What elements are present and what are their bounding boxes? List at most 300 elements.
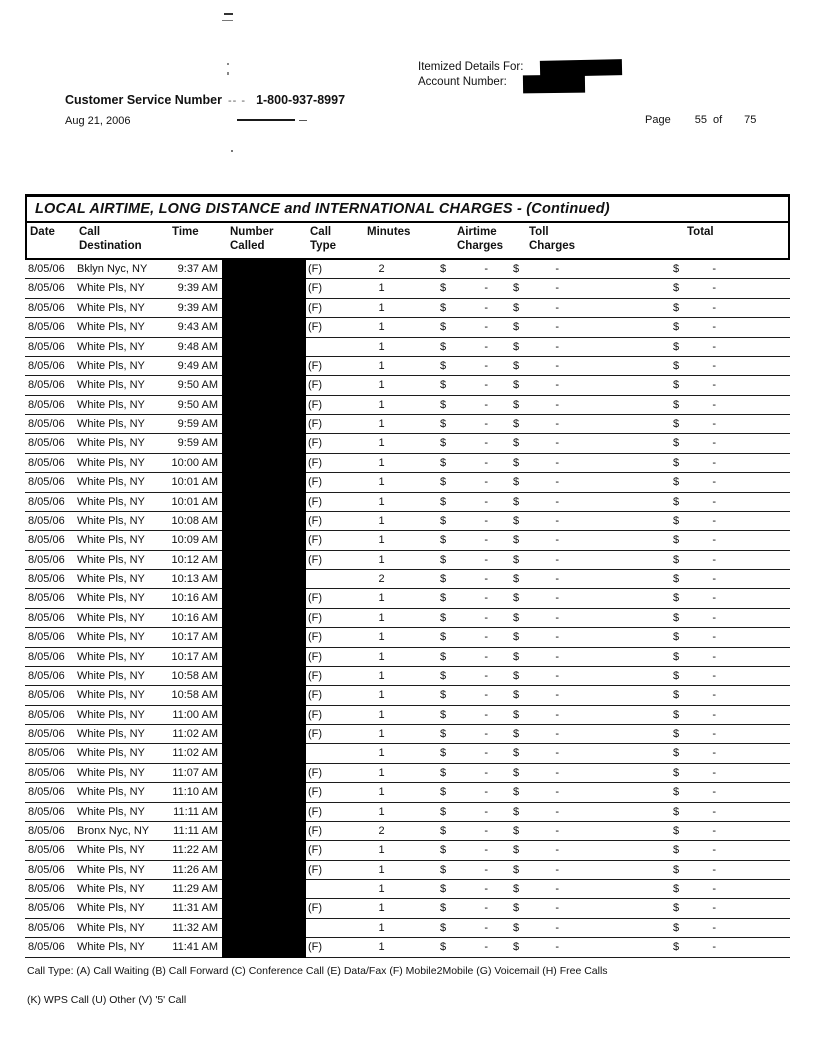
table-row: [25, 919, 790, 938]
cell-airtime-charges: [425, 822, 500, 841]
cell-spacer: [590, 706, 658, 725]
currency-symbol: $: [513, 553, 520, 566]
currency-symbol: $: [513, 418, 520, 430]
currency-symbol: $: [673, 592, 680, 605]
cell-airtime-charges: [425, 899, 500, 918]
currency-symbol: $: [513, 941, 520, 954]
cell-time: 10:08 AM: [171, 514, 218, 527]
currency-symbol: $: [440, 844, 447, 857]
cell-call-type: (F): [308, 941, 323, 954]
currency-symbol: $: [513, 747, 520, 760]
currency-symbol: $: [673, 282, 680, 295]
amount-value: -: [712, 398, 716, 411]
amount-value: -: [555, 534, 559, 547]
cell-toll-charges: [500, 415, 590, 434]
col-header-call-type: Call Type: [310, 226, 336, 252]
amount-value: -: [555, 282, 559, 295]
cell-time: 10:00 AM: [171, 456, 218, 469]
cell-minutes: 1: [378, 534, 385, 547]
cell-total: [658, 338, 730, 357]
cell-spacer: [590, 551, 658, 570]
currency-symbol: $: [673, 921, 680, 934]
cell-total: [658, 899, 730, 918]
currency-symbol: $: [440, 786, 447, 799]
cell-call-type: (F): [308, 456, 323, 469]
amount-value: -: [555, 553, 559, 566]
cell-spacer: [590, 260, 658, 279]
cell-call-type: (F): [308, 631, 323, 644]
cell-destination: White Pls, NY: [77, 282, 145, 295]
cell-date: 8/05/06: [28, 514, 65, 527]
cell-minutes: 1: [378, 282, 385, 295]
cell-time: 9:49 AM: [177, 359, 218, 372]
amount-value: -: [484, 921, 488, 934]
amount-value: -: [712, 689, 716, 702]
cell-spacer: [590, 725, 658, 744]
amount-value: -: [555, 941, 559, 954]
cell-airtime-charges: [425, 744, 500, 763]
cell-minutes: 1: [378, 921, 385, 934]
page-of-label: of: [712, 114, 723, 126]
cell-total: [658, 648, 730, 667]
currency-symbol: $: [513, 534, 520, 547]
customer-service-number: 1-800-937-8997: [256, 93, 346, 107]
currency-symbol: $: [440, 902, 447, 915]
cell-toll-charges: [500, 803, 590, 822]
currency-symbol: $: [673, 379, 680, 392]
cell-time: 10:58 AM: [171, 669, 218, 682]
cell-airtime-charges: [425, 376, 500, 395]
cell-spacer: [590, 434, 658, 453]
table-row: [25, 260, 790, 279]
currency-symbol: $: [513, 669, 520, 682]
amount-value: -: [484, 863, 488, 876]
currency-symbol: $: [440, 495, 447, 508]
cell-date: 8/05/06: [28, 282, 65, 295]
cell-date: 8/05/06: [28, 766, 65, 779]
cell-date: 8/05/06: [28, 669, 65, 682]
currency-symbol: $: [440, 728, 447, 740]
page-number: [645, 114, 756, 126]
cell-date: 8/05/06: [28, 747, 65, 760]
table-row: [25, 725, 790, 744]
cell-total: [658, 396, 730, 415]
table-row: [25, 609, 790, 628]
cell-airtime-charges: [425, 260, 500, 279]
cell-toll-charges: [500, 279, 590, 298]
cell-call-type: (F): [308, 708, 323, 721]
amount-value: -: [712, 941, 716, 954]
amount-value: -: [712, 747, 716, 760]
cell-airtime-charges: [425, 493, 500, 512]
amount-value: -: [555, 398, 559, 411]
cell-destination: White Pls, NY: [77, 902, 145, 915]
currency-symbol: $: [673, 534, 680, 547]
cell-time: 11:22 AM: [172, 844, 218, 857]
cell-airtime-charges: [425, 803, 500, 822]
amount-value: -: [712, 456, 716, 469]
cell-spacer: [590, 512, 658, 531]
cell-time: 10:16 AM: [171, 592, 218, 605]
cell-toll-charges: [500, 861, 590, 880]
amount-value: -: [712, 631, 716, 644]
cell-destination: Bronx Nyc, NY: [77, 824, 150, 837]
cell-total: [658, 919, 730, 938]
amount-value: -: [555, 883, 559, 895]
cell-airtime-charges: [425, 434, 500, 453]
cell-date: 8/05/06: [28, 902, 65, 915]
currency-symbol: $: [673, 883, 680, 895]
currency-symbol: $: [513, 728, 520, 740]
currency-symbol: $: [440, 766, 447, 779]
amount-value: -: [712, 534, 716, 547]
amount-value: -: [555, 805, 559, 818]
cell-total: [658, 783, 730, 802]
cell-total: [658, 880, 730, 899]
cell-minutes: 1: [378, 418, 385, 430]
amount-value: -: [484, 321, 488, 334]
cell-minutes: 1: [378, 398, 385, 411]
amount-value: -: [484, 495, 488, 508]
currency-symbol: $: [513, 611, 520, 624]
cell-time: 9:59 AM: [177, 437, 218, 450]
cell-airtime-charges: [425, 764, 500, 783]
amount-value: -: [555, 669, 559, 682]
table-body: [25, 260, 790, 958]
table-row: [25, 648, 790, 667]
col-header-toll-charges: Toll Charges: [529, 226, 576, 252]
currency-symbol: $: [513, 456, 520, 469]
cell-call-type: (F): [308, 263, 323, 275]
cell-spacer: [590, 396, 658, 415]
amount-value: -: [484, 534, 488, 547]
cell-toll-charges: [500, 318, 590, 337]
cell-time: 11:31 AM: [172, 902, 218, 915]
amount-value: -: [712, 437, 716, 450]
currency-symbol: $: [513, 476, 520, 489]
table-row: [25, 861, 790, 880]
cell-call-type: (F): [308, 359, 323, 372]
cell-call-type: (F): [308, 824, 323, 837]
amount-value: -: [555, 592, 559, 605]
cell-date: 8/05/06: [28, 611, 65, 624]
cell-minutes: 1: [378, 689, 385, 702]
cell-call-type: (F): [308, 514, 323, 527]
cell-minutes: 1: [378, 728, 385, 740]
amount-value: -: [484, 514, 488, 527]
cell-airtime-charges: [425, 919, 500, 938]
cell-spacer: [590, 493, 658, 512]
currency-symbol: $: [513, 883, 520, 895]
customer-service-label: Customer Service Number: [65, 93, 223, 107]
currency-symbol: $: [513, 921, 520, 934]
currency-symbol: $: [513, 824, 520, 837]
col-header-total: Total: [687, 226, 714, 238]
cell-call-type: (F): [308, 786, 323, 799]
cell-airtime-charges: [425, 338, 500, 357]
table-row: [25, 667, 790, 686]
currency-symbol: $: [513, 805, 520, 818]
cell-date: 8/05/06: [28, 418, 65, 430]
cell-call-type: (F): [308, 844, 323, 857]
amount-value: -: [712, 282, 716, 295]
amount-value: -: [484, 747, 488, 760]
currency-symbol: $: [440, 437, 447, 450]
cell-destination: White Pls, NY: [77, 631, 145, 644]
scan-artifact: [227, 63, 229, 65]
cell-airtime-charges: [425, 570, 500, 589]
col-header-time: Time: [172, 226, 199, 238]
table-row: [25, 686, 790, 705]
cell-call-type: (F): [308, 495, 323, 508]
currency-symbol: $: [673, 902, 680, 915]
amount-value: -: [484, 379, 488, 392]
cell-toll-charges: [500, 706, 590, 725]
cell-destination: White Pls, NY: [77, 418, 145, 430]
cell-toll-charges: [500, 434, 590, 453]
currency-symbol: $: [440, 611, 447, 624]
amount-value: -: [484, 844, 488, 857]
amount-value: -: [555, 824, 559, 837]
cell-spacer: [590, 667, 658, 686]
currency-symbol: $: [440, 863, 447, 876]
currency-symbol: $: [440, 359, 447, 372]
page-total: 75: [744, 114, 757, 126]
cell-toll-charges: [500, 841, 590, 860]
amount-value: -: [484, 786, 488, 799]
cell-destination: White Pls, NY: [77, 359, 145, 372]
currency-symbol: $: [673, 437, 680, 450]
table-row: [25, 415, 790, 434]
currency-symbol: $: [440, 669, 447, 682]
cell-airtime-charges: [425, 667, 500, 686]
cell-destination: White Pls, NY: [77, 534, 145, 547]
amount-value: -: [484, 476, 488, 489]
cell-spacer: [590, 764, 658, 783]
cell-destination: White Pls, NY: [77, 553, 145, 566]
cell-toll-charges: [500, 338, 590, 357]
cell-airtime-charges: [425, 454, 500, 473]
cell-date: 8/05/06: [28, 883, 65, 895]
cell-total: [658, 841, 730, 860]
col-header-destination: Call Destination: [79, 226, 142, 252]
cell-spacer: [590, 318, 658, 337]
cell-destination: Bklyn Nyc, NY: [77, 263, 148, 275]
cell-toll-charges: [500, 919, 590, 938]
cell-minutes: 1: [378, 747, 385, 760]
table-row: [25, 841, 790, 860]
amount-value: -: [712, 786, 716, 799]
cell-total: [658, 570, 730, 589]
cell-total: [658, 299, 730, 318]
cell-time: 11:02 AM: [172, 747, 218, 760]
cell-destination: White Pls, NY: [77, 611, 145, 624]
currency-symbol: $: [513, 708, 520, 721]
cell-toll-charges: [500, 531, 590, 550]
table-row: [25, 299, 790, 318]
cell-call-type: (F): [308, 611, 323, 624]
amount-value: -: [484, 824, 488, 837]
col-header-spacer: [592, 223, 660, 258]
cell-airtime-charges: [425, 589, 500, 608]
amount-value: -: [555, 456, 559, 469]
currency-symbol: $: [513, 689, 520, 702]
cell-time: 11:02 AM: [172, 728, 218, 740]
currency-symbol: $: [440, 398, 447, 411]
currency-symbol: $: [673, 359, 680, 372]
scan-dash-line: [299, 120, 307, 121]
currency-symbol: $: [440, 747, 447, 760]
currency-symbol: $: [440, 805, 447, 818]
cell-call-type: (F): [308, 534, 323, 547]
cell-minutes: 1: [378, 863, 385, 876]
col-header-airtime-charges: Airtime Charges: [457, 226, 504, 252]
cell-minutes: 1: [378, 631, 385, 644]
cell-time: 10:13 AM: [171, 573, 218, 585]
cell-minutes: 1: [378, 611, 385, 624]
cell-call-type: (F): [308, 902, 323, 915]
amount-value: -: [484, 669, 488, 682]
table-row: [25, 589, 790, 608]
table-column-headers: [27, 223, 788, 258]
currency-symbol: $: [440, 263, 447, 275]
cell-spacer: [590, 686, 658, 705]
amount-value: -: [712, 902, 716, 915]
cell-airtime-charges: [425, 609, 500, 628]
cell-time: 9:39 AM: [177, 282, 218, 295]
amount-value: -: [712, 805, 716, 818]
table-row: [25, 706, 790, 725]
cell-call-type: (F): [308, 398, 323, 411]
currency-symbol: $: [440, 476, 447, 489]
cell-date: 8/05/06: [28, 534, 65, 547]
amount-value: -: [555, 379, 559, 392]
cell-airtime-charges: [425, 628, 500, 647]
cell-time: 11:41 AM: [172, 941, 218, 954]
currency-symbol: $: [673, 766, 680, 779]
amount-value: -: [484, 708, 488, 721]
cell-call-type: (F): [308, 321, 323, 334]
currency-symbol: $: [513, 379, 520, 392]
col-header-minutes: Minutes: [367, 226, 411, 238]
amount-value: -: [484, 631, 488, 644]
cell-total: [658, 454, 730, 473]
cell-destination: White Pls, NY: [77, 941, 145, 954]
amount-value: -: [555, 766, 559, 779]
cell-destination: White Pls, NY: [77, 747, 145, 760]
amount-value: -: [555, 921, 559, 934]
cell-destination: White Pls, NY: [77, 669, 145, 682]
scan-artifact: [222, 20, 233, 21]
amount-value: -: [484, 883, 488, 895]
currency-symbol: $: [673, 708, 680, 721]
amount-value: -: [555, 786, 559, 799]
amount-value: -: [712, 708, 716, 721]
scan-artifact: [227, 72, 229, 75]
cell-minutes: 1: [378, 592, 385, 605]
amount-value: -: [484, 340, 488, 353]
currency-symbol: $: [513, 514, 520, 527]
amount-value: -: [484, 418, 488, 430]
table-row: [25, 803, 790, 822]
amount-value: -: [712, 921, 716, 934]
cell-time: 11:26 AM: [172, 863, 218, 876]
cell-destination: White Pls, NY: [77, 456, 145, 469]
currency-symbol: $: [673, 747, 680, 760]
cell-spacer: [590, 899, 658, 918]
cell-airtime-charges: [425, 357, 500, 376]
cell-total: [658, 551, 730, 570]
cell-date: 8/05/06: [28, 398, 65, 411]
cell-total: [658, 589, 730, 608]
cell-toll-charges: [500, 686, 590, 705]
currency-symbol: $: [440, 650, 447, 663]
cell-toll-charges: [500, 299, 590, 318]
cell-airtime-charges: [425, 415, 500, 434]
cell-minutes: 1: [378, 379, 385, 392]
currency-symbol: $: [673, 863, 680, 876]
amount-value: -: [712, 883, 716, 895]
amount-value: -: [555, 340, 559, 353]
customer-service-line: [65, 93, 345, 107]
cell-spacer: [590, 473, 658, 492]
cell-time: 10:17 AM: [171, 650, 218, 663]
table-row: [25, 434, 790, 453]
cell-total: [658, 764, 730, 783]
cell-total: [658, 531, 730, 550]
cell-spacer: [590, 783, 658, 802]
cell-minutes: 1: [378, 844, 385, 857]
cell-call-type: (F): [308, 650, 323, 663]
cell-toll-charges: [500, 744, 590, 763]
currency-symbol: $: [673, 631, 680, 644]
cell-date: 8/05/06: [28, 495, 65, 508]
currency-symbol: $: [673, 301, 680, 314]
cell-destination: White Pls, NY: [77, 437, 145, 450]
table-row: [25, 938, 790, 957]
page-label: Page: [645, 114, 671, 126]
cell-minutes: 1: [378, 786, 385, 799]
cell-total: [658, 803, 730, 822]
cell-total: [658, 376, 730, 395]
cell-date: 8/05/06: [28, 824, 65, 837]
table-row: [25, 628, 790, 647]
amount-value: -: [555, 728, 559, 740]
amount-value: -: [484, 805, 488, 818]
cell-airtime-charges: [425, 279, 500, 298]
amount-value: -: [712, 476, 716, 489]
currency-symbol: $: [440, 592, 447, 605]
col-header-date: Date: [30, 226, 55, 238]
cell-airtime-charges: [425, 841, 500, 860]
cell-minutes: 1: [378, 476, 385, 489]
customer-service-separator: -- -: [228, 95, 247, 107]
currency-symbol: $: [440, 514, 447, 527]
cell-airtime-charges: [425, 686, 500, 705]
cell-time: 9:50 AM: [177, 398, 218, 411]
table-row: [25, 764, 790, 783]
cell-total: [658, 279, 730, 298]
currency-symbol: $: [513, 495, 520, 508]
cell-airtime-charges: [425, 299, 500, 318]
cell-date: 8/05/06: [28, 379, 65, 392]
cell-minutes: 1: [378, 437, 385, 450]
cell-call-type: (F): [308, 863, 323, 876]
cell-spacer: [590, 531, 658, 550]
statement-date: Aug 21, 2006: [65, 115, 131, 127]
table-header-frame: [25, 194, 790, 260]
cell-minutes: 1: [378, 650, 385, 663]
